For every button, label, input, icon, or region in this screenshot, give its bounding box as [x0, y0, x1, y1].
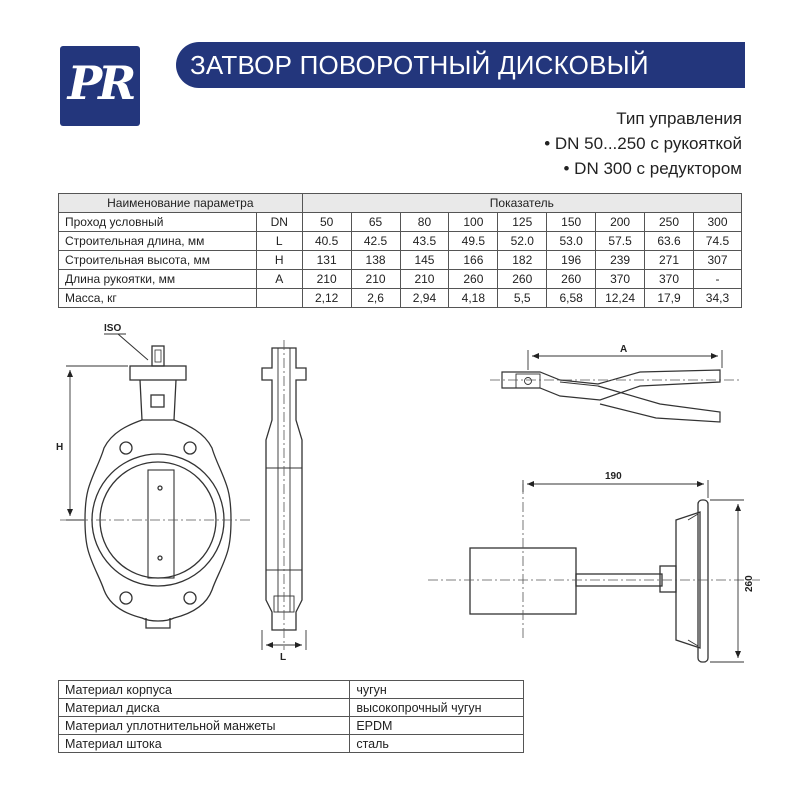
material-row	[59, 681, 524, 699]
param-value-cell: 271	[645, 251, 694, 270]
handle-length-label: A	[620, 344, 628, 355]
param-value-cell: 4,18	[449, 289, 498, 308]
material-value-cell: EPDM	[350, 717, 524, 735]
param-symbol-cell: L	[256, 232, 302, 251]
iso-label: ISO	[104, 323, 122, 334]
param-value-cell: 250	[645, 213, 694, 232]
param-value-cell: 42.5	[351, 232, 400, 251]
param-name-cell: Проход условный	[59, 213, 257, 232]
param-value-cell: 17,9	[645, 289, 694, 308]
param-value-cell: 65	[351, 213, 400, 232]
control-heading: Тип управления	[616, 109, 742, 128]
param-name-cell: Масса, кг	[59, 289, 257, 308]
param-value-cell: 34,3	[693, 289, 741, 308]
material-name-cell: Материал корпуса	[59, 681, 350, 699]
param-value-cell: 80	[400, 213, 449, 232]
param-value-cell: 53.0	[547, 232, 596, 251]
param-name-cell: Строительная высота, мм	[59, 251, 257, 270]
dimension-190	[523, 480, 708, 498]
gear-height-label: 260	[744, 575, 755, 592]
param-value-cell: 100	[449, 213, 498, 232]
material-name-cell: Материал диска	[59, 699, 350, 717]
material-value-cell: сталь	[350, 735, 524, 753]
control-item: • DN 50...250 с рукояткой	[544, 134, 742, 153]
material-row	[59, 717, 524, 735]
param-value-cell: 200	[596, 213, 645, 232]
param-value-cell: 210	[351, 270, 400, 289]
material-row	[59, 699, 524, 717]
param-value-cell: 145	[400, 251, 449, 270]
param-value-cell: 307	[693, 251, 741, 270]
header-name-cell: Наименование параметра	[59, 194, 303, 213]
param-value-cell: 210	[302, 270, 351, 289]
param-value-cell: 63.6	[645, 232, 694, 251]
param-value-cell: 260	[547, 270, 596, 289]
valve-front-view	[85, 334, 231, 628]
page-title: ЗАТВОР ПОВОРОТНЫЙ ДИСКОВЫЙ	[190, 50, 649, 80]
param-value-cell: 40.5	[302, 232, 351, 251]
param-value-cell: 5,5	[498, 289, 547, 308]
param-value-cell: 131	[302, 251, 351, 270]
param-value-cell: 2,94	[400, 289, 449, 308]
material-value-cell: высокопрочный чугун	[350, 699, 524, 717]
material-value-cell: чугун	[350, 681, 524, 699]
param-value-cell: 2,6	[351, 289, 400, 308]
control-item: • DN 300 с редуктором	[563, 159, 742, 178]
length-label: L	[280, 652, 287, 663]
param-value-cell: 6,58	[547, 289, 596, 308]
param-value-cell: 12,24	[596, 289, 645, 308]
param-value-cell: 182	[498, 251, 547, 270]
handle-view	[502, 370, 720, 422]
param-value-cell: 125	[498, 213, 547, 232]
dimension-260	[710, 500, 744, 662]
param-value-cell: 196	[547, 251, 596, 270]
param-value-cell: 239	[596, 251, 645, 270]
gearbox-view	[470, 500, 708, 662]
param-value-cell: 52.0	[498, 232, 547, 251]
param-value-cell: 57.5	[596, 232, 645, 251]
param-value-cell: 370	[645, 270, 694, 289]
param-name-cell: Длина рукоятки, мм	[59, 270, 257, 289]
material-name-cell: Материал штока	[59, 735, 350, 753]
height-label: H	[56, 442, 64, 453]
param-value-cell: 49.5	[449, 232, 498, 251]
param-value-cell: 43.5	[400, 232, 449, 251]
param-value-cell: 2,12	[302, 289, 351, 308]
material-name-cell: Материал уплотнительной манжеты	[59, 717, 350, 735]
param-symbol-cell: A	[256, 270, 302, 289]
param-symbol-cell: H	[256, 251, 302, 270]
header-value-cell: Показатель	[302, 194, 741, 213]
param-value-cell: 74.5	[693, 232, 741, 251]
param-value-cell: 370	[596, 270, 645, 289]
param-value-cell: 210	[400, 270, 449, 289]
material-row	[59, 735, 524, 753]
param-value-cell: 260	[498, 270, 547, 289]
param-name-cell: Строительная длина, мм	[59, 232, 257, 251]
param-value-cell: 166	[449, 251, 498, 270]
gear-width-label: 190	[605, 471, 622, 482]
dimension-h	[66, 366, 128, 520]
param-value-cell: 260	[449, 270, 498, 289]
param-value-cell: 50	[302, 213, 351, 232]
param-value-cell: -	[693, 270, 741, 289]
logo-text: PR	[67, 56, 133, 110]
param-value-cell: 150	[547, 213, 596, 232]
param-value-cell: 138	[351, 251, 400, 270]
materials-table	[58, 680, 524, 753]
param-value-cell: 300	[693, 213, 741, 232]
param-symbol-cell: DN	[256, 213, 302, 232]
